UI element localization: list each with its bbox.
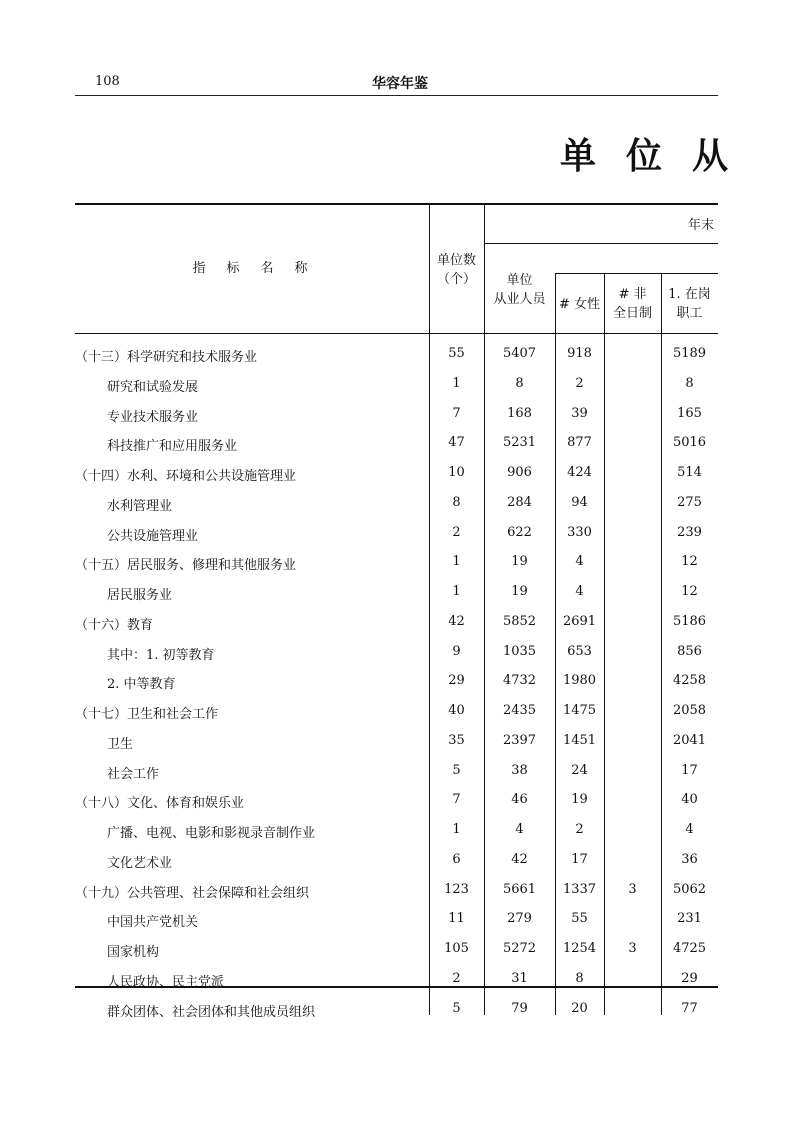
table-row bbox=[75, 340, 718, 370]
table-row bbox=[75, 905, 718, 935]
row-name: 其中：1. 初等教育 bbox=[107, 647, 215, 663]
cell-units: 5 bbox=[452, 762, 461, 778]
cell-staff: 79 bbox=[511, 1000, 528, 1016]
row-name: 2. 中等教育 bbox=[107, 677, 176, 693]
cell-female: 39 bbox=[571, 405, 588, 421]
cell-staff: 38 bbox=[511, 762, 528, 778]
row-name: （十六）教育 bbox=[75, 617, 154, 633]
cell-female: 877 bbox=[567, 435, 592, 451]
table-row bbox=[75, 816, 718, 846]
cell-units: 1 bbox=[452, 554, 461, 570]
cell-onpost: 12 bbox=[681, 554, 698, 570]
cell-female: 19 bbox=[571, 792, 588, 808]
cell-staff: 284 bbox=[507, 494, 532, 510]
cell-staff: 622 bbox=[507, 524, 532, 540]
cell-staff: 4732 bbox=[502, 673, 537, 689]
cell-staff: 46 bbox=[511, 792, 528, 808]
cell-parttime: 3 bbox=[628, 881, 637, 897]
table-row bbox=[75, 965, 718, 995]
cell-onpost: 239 bbox=[677, 524, 702, 540]
cell-units: 9 bbox=[452, 643, 461, 659]
cell-female: 4 bbox=[575, 554, 584, 570]
table-row bbox=[75, 489, 718, 519]
header-rule bbox=[75, 95, 718, 96]
cell-staff: 279 bbox=[507, 911, 532, 927]
cell-units: 47 bbox=[448, 435, 465, 451]
row-name: 公共设施管理业 bbox=[107, 528, 199, 544]
cell-units: 11 bbox=[448, 911, 465, 927]
row-name: 文化艺术业 bbox=[107, 855, 173, 871]
cell-onpost: 12 bbox=[681, 584, 698, 599]
cell-staff: 19 bbox=[511, 554, 528, 570]
cell-units: 29 bbox=[448, 673, 465, 689]
table-row bbox=[75, 727, 718, 757]
table-row bbox=[75, 608, 718, 638]
cell-onpost: 5062 bbox=[672, 881, 707, 897]
cell-female: 4 bbox=[575, 584, 584, 599]
cell-onpost: 8 bbox=[685, 375, 694, 391]
cell-staff: 2397 bbox=[502, 732, 537, 748]
cell-staff: 2435 bbox=[502, 703, 537, 718]
header-units-line1: 单位数 bbox=[436, 253, 476, 268]
cell-onpost: 231 bbox=[677, 911, 702, 927]
cell-female: 8 bbox=[575, 970, 584, 986]
cell-staff: 5231 bbox=[502, 435, 537, 451]
cell-units: 2 bbox=[452, 970, 461, 986]
table-row bbox=[75, 876, 718, 906]
header-units-line2: （个） bbox=[436, 272, 476, 287]
cell-staff: 31 bbox=[511, 970, 528, 986]
cell-female: 424 bbox=[567, 465, 592, 480]
cell-female: 1451 bbox=[562, 732, 597, 748]
cell-staff: 4 bbox=[515, 822, 524, 837]
row-name: 中国共产党机关 bbox=[107, 915, 199, 931]
header-female: # 女性 bbox=[558, 297, 601, 312]
book-title: 华容年鉴 bbox=[372, 76, 428, 92]
cell-female: 918 bbox=[567, 346, 592, 361]
cell-female: 24 bbox=[571, 762, 588, 778]
cell-units: 1 bbox=[452, 584, 461, 599]
header-onpost-line1: 1. 在岗 bbox=[668, 287, 711, 302]
cell-onpost: 4258 bbox=[672, 673, 707, 689]
cell-female: 1475 bbox=[562, 703, 597, 718]
header-onpost bbox=[661, 285, 718, 323]
header-parttime-line1: # 非 bbox=[618, 287, 647, 302]
cell-units: 1 bbox=[452, 375, 461, 391]
cell-staff: 19 bbox=[511, 584, 528, 599]
row-name: （十三）科学研究和技术服务业 bbox=[75, 350, 258, 365]
cell-staff: 42 bbox=[511, 851, 528, 867]
table-row bbox=[75, 548, 718, 578]
header-parttime bbox=[604, 285, 661, 323]
page-number: 108 bbox=[95, 74, 120, 89]
header-staff-line1: 单位 bbox=[506, 273, 533, 288]
header-year-end: 年末 bbox=[687, 218, 714, 233]
cell-onpost: 2058 bbox=[672, 703, 707, 718]
cell-staff: 1035 bbox=[502, 643, 537, 659]
cell-staff: 168 bbox=[507, 405, 532, 421]
cell-staff: 8 bbox=[515, 375, 524, 391]
cell-female: 55 bbox=[571, 911, 588, 927]
table-row bbox=[75, 935, 718, 965]
cell-female: 1254 bbox=[562, 941, 597, 956]
table-row bbox=[75, 757, 718, 787]
table-row bbox=[75, 667, 718, 697]
table-row bbox=[75, 697, 718, 727]
header-bottom-rule bbox=[75, 333, 718, 334]
table-row bbox=[75, 786, 718, 816]
cell-onpost: 77 bbox=[681, 1000, 698, 1016]
cell-units: 123 bbox=[444, 881, 469, 897]
cell-female: 2 bbox=[575, 822, 584, 837]
cell-units: 105 bbox=[444, 941, 469, 956]
cell-female: 20 bbox=[571, 1000, 588, 1016]
table-row bbox=[75, 995, 718, 1025]
row-name: （十八）文化、体育和娱乐业 bbox=[75, 796, 245, 812]
cell-staff: 5661 bbox=[502, 881, 537, 897]
table-top-rule bbox=[75, 203, 718, 205]
cell-units: 1 bbox=[452, 822, 461, 837]
cell-onpost: 856 bbox=[677, 643, 702, 659]
cell-units: 35 bbox=[448, 732, 465, 748]
row-name: （十四）水利、环境和公共设施管理业 bbox=[75, 469, 297, 484]
header-name: 指 标 名 称 bbox=[192, 261, 312, 276]
cell-staff: 5407 bbox=[502, 346, 537, 361]
table-row bbox=[75, 638, 718, 668]
cell-female: 330 bbox=[567, 524, 592, 540]
cell-onpost: 514 bbox=[677, 465, 702, 480]
cell-onpost: 275 bbox=[677, 494, 702, 510]
cell-onpost: 165 bbox=[677, 405, 702, 421]
year-end-rule bbox=[484, 243, 718, 244]
cell-onpost: 36 bbox=[681, 851, 698, 867]
header-staff-line2: 从业人员 bbox=[493, 292, 546, 307]
row-name: 研究和试验发展 bbox=[107, 379, 199, 395]
row-name: 广播、电视、电影和影视录音制作业 bbox=[107, 826, 316, 841]
cell-female: 94 bbox=[571, 494, 588, 510]
row-name: 社会工作 bbox=[107, 766, 160, 782]
row-name: （十七）卫生和社会工作 bbox=[75, 707, 219, 722]
row-name: 专业技术服务业 bbox=[107, 409, 199, 425]
cell-units: 6 bbox=[452, 851, 461, 867]
row-name: （十九）公共管理、社会保障和社会组织 bbox=[75, 885, 310, 901]
cell-staff: 5852 bbox=[502, 613, 537, 629]
row-name: 国家机构 bbox=[107, 945, 160, 960]
row-name: 水利管理业 bbox=[107, 498, 173, 514]
table-row bbox=[75, 846, 718, 876]
header-staff bbox=[484, 271, 555, 309]
cell-female: 2 bbox=[575, 375, 584, 391]
row-name: （十五）居民服务、修理和其他服务业 bbox=[75, 558, 297, 574]
cell-units: 55 bbox=[448, 346, 465, 361]
header-units bbox=[429, 251, 484, 289]
cell-female: 2691 bbox=[562, 613, 597, 629]
table-row bbox=[75, 459, 718, 489]
cell-staff: 906 bbox=[507, 465, 532, 480]
cell-onpost: 4 bbox=[685, 822, 694, 837]
cell-units: 5 bbox=[452, 1000, 461, 1016]
cell-female: 1337 bbox=[562, 881, 597, 897]
cell-onpost: 40 bbox=[681, 792, 698, 808]
cell-parttime: 3 bbox=[628, 941, 637, 956]
header-onpost-line2: 职工 bbox=[676, 306, 703, 321]
row-name: 居民服务业 bbox=[107, 588, 173, 603]
table-row bbox=[75, 370, 718, 400]
table-row bbox=[75, 578, 718, 608]
cell-units: 40 bbox=[448, 703, 465, 718]
cell-female: 17 bbox=[571, 851, 588, 867]
cell-units: 8 bbox=[452, 494, 461, 510]
cell-female: 1980 bbox=[562, 673, 597, 689]
table-row bbox=[75, 400, 718, 430]
cell-staff: 5272 bbox=[502, 941, 537, 956]
cell-female: 653 bbox=[567, 643, 592, 659]
cell-units: 7 bbox=[452, 792, 461, 808]
row-name: 人民政协、民主党派 bbox=[107, 974, 225, 990]
table-row bbox=[75, 519, 718, 549]
female-group-rule bbox=[555, 273, 718, 274]
header-parttime-line2: 全日制 bbox=[612, 306, 652, 321]
table-row bbox=[75, 429, 718, 459]
table-title: 单位从 bbox=[560, 135, 759, 177]
cell-units: 2 bbox=[452, 524, 461, 540]
row-name: 科技推广和应用服务业 bbox=[107, 439, 238, 455]
cell-units: 7 bbox=[452, 405, 461, 421]
cell-onpost: 2041 bbox=[672, 732, 707, 748]
cell-onpost: 17 bbox=[681, 762, 698, 778]
cell-onpost: 4725 bbox=[672, 941, 707, 956]
cell-onpost: 29 bbox=[681, 970, 698, 986]
row-name: 群众团体、社会团体和其他成员组织 bbox=[107, 1004, 316, 1020]
cell-units: 42 bbox=[448, 613, 465, 629]
cell-onpost: 5189 bbox=[672, 346, 707, 361]
row-name: 卫生 bbox=[107, 736, 134, 752]
cell-onpost: 5016 bbox=[672, 435, 707, 451]
col-divider-staff bbox=[484, 203, 485, 333]
cell-onpost: 5186 bbox=[672, 613, 707, 629]
cell-units: 10 bbox=[448, 465, 465, 480]
